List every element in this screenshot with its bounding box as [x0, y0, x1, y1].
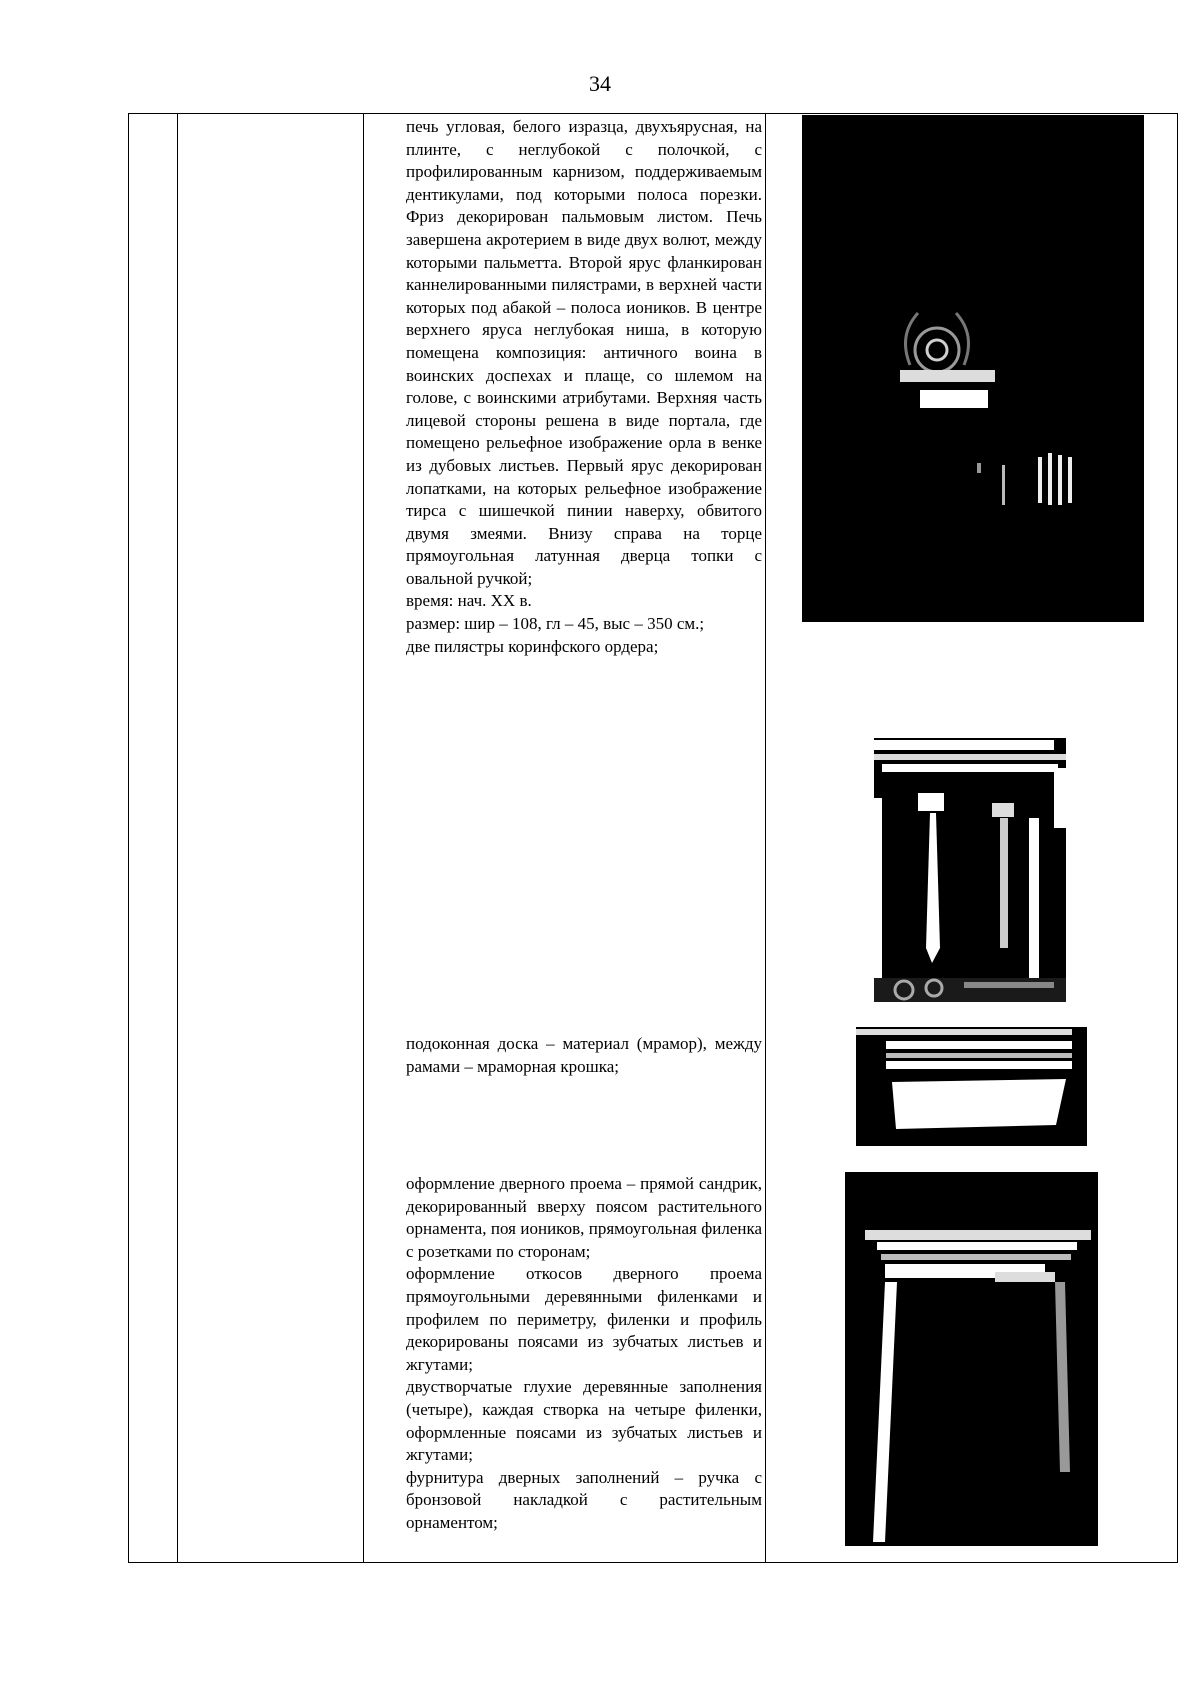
door-description	[406, 1173, 762, 1535]
door-leaves-text: двустворчатые глухие деревянные заполнения (четыре), каждая створка на четыре филенки, оформленные поясами из зубчатых листьев и жгутами;	[406, 1377, 762, 1465]
stove-size: размер: шир – 108, гл – 45, выс – 350 см.;	[406, 614, 705, 634]
door-reveals-text: оформление откосов дверного проема прямоугольными деревянными филенками и профилем по периметру, филенки и профиль декорированы поясами из зубчатых листьев и жгутами;	[406, 1264, 762, 1374]
windowsill-text: подоконная доска – материал (мрамор), между рамами – мраморная крошка;	[406, 1034, 762, 1076]
stove-text: печь угловая, белого изразца, двухъярусная, на плинте, с неглубокой с полочкой, с профилированным карнизом, поддерживаемым дентикулами, под которыми полоса порезки. Фриз декорирован пальмовым листом. Печь завершена акротерием в виде двух волют, между которыми пальметта. Второй ярус фланкирован каннелированными пилястрами, в верхней части которых под абакой – полоса иоников. В центре верхнего яруса неглубокая ниша, в которую помещена композиция: античного воина в воинских доспехах и плаще, со шлемом на голове, с воинскими атрибутами. Верхняя часть лицевой стороны решена в виде портала, где помещено рельефное изображение орла в венке из дубовых листьев. Первый ярус декорирован лопатками, на которых рельефное изображение тирса с шишечкой пинии наверху, обвитого двумя змеями. Внизу справа на торце прямоугольная латунная дверца топки с овальной ручкой;	[406, 117, 762, 588]
door-opening-text: оформление дверного проема – прямой сандрик, декорированный вверху поясом растительного орнамента, поя иоников, прямоугольная филенка с розетками по сторонам;	[406, 1174, 762, 1261]
windowsill-photo	[856, 1027, 1087, 1146]
page-number: 34	[589, 71, 611, 96]
pilasters-text: две пилястры коринфского ордера;	[406, 636, 659, 656]
stove-photo	[802, 115, 1144, 622]
column-divider	[765, 114, 766, 1562]
column-divider	[177, 114, 178, 1562]
column-divider	[363, 114, 364, 1562]
stove-description	[406, 116, 762, 658]
door-hardware-text: фурнитура дверных заполнений – ручка с бронзовой накладкой с растительным орнаментом;	[406, 1467, 762, 1532]
windowsill-description	[406, 1033, 762, 1078]
doorway-photo	[845, 1172, 1098, 1546]
pilasters-photo	[874, 738, 1066, 1002]
stove-date: время: нач. XX в.	[406, 591, 532, 611]
